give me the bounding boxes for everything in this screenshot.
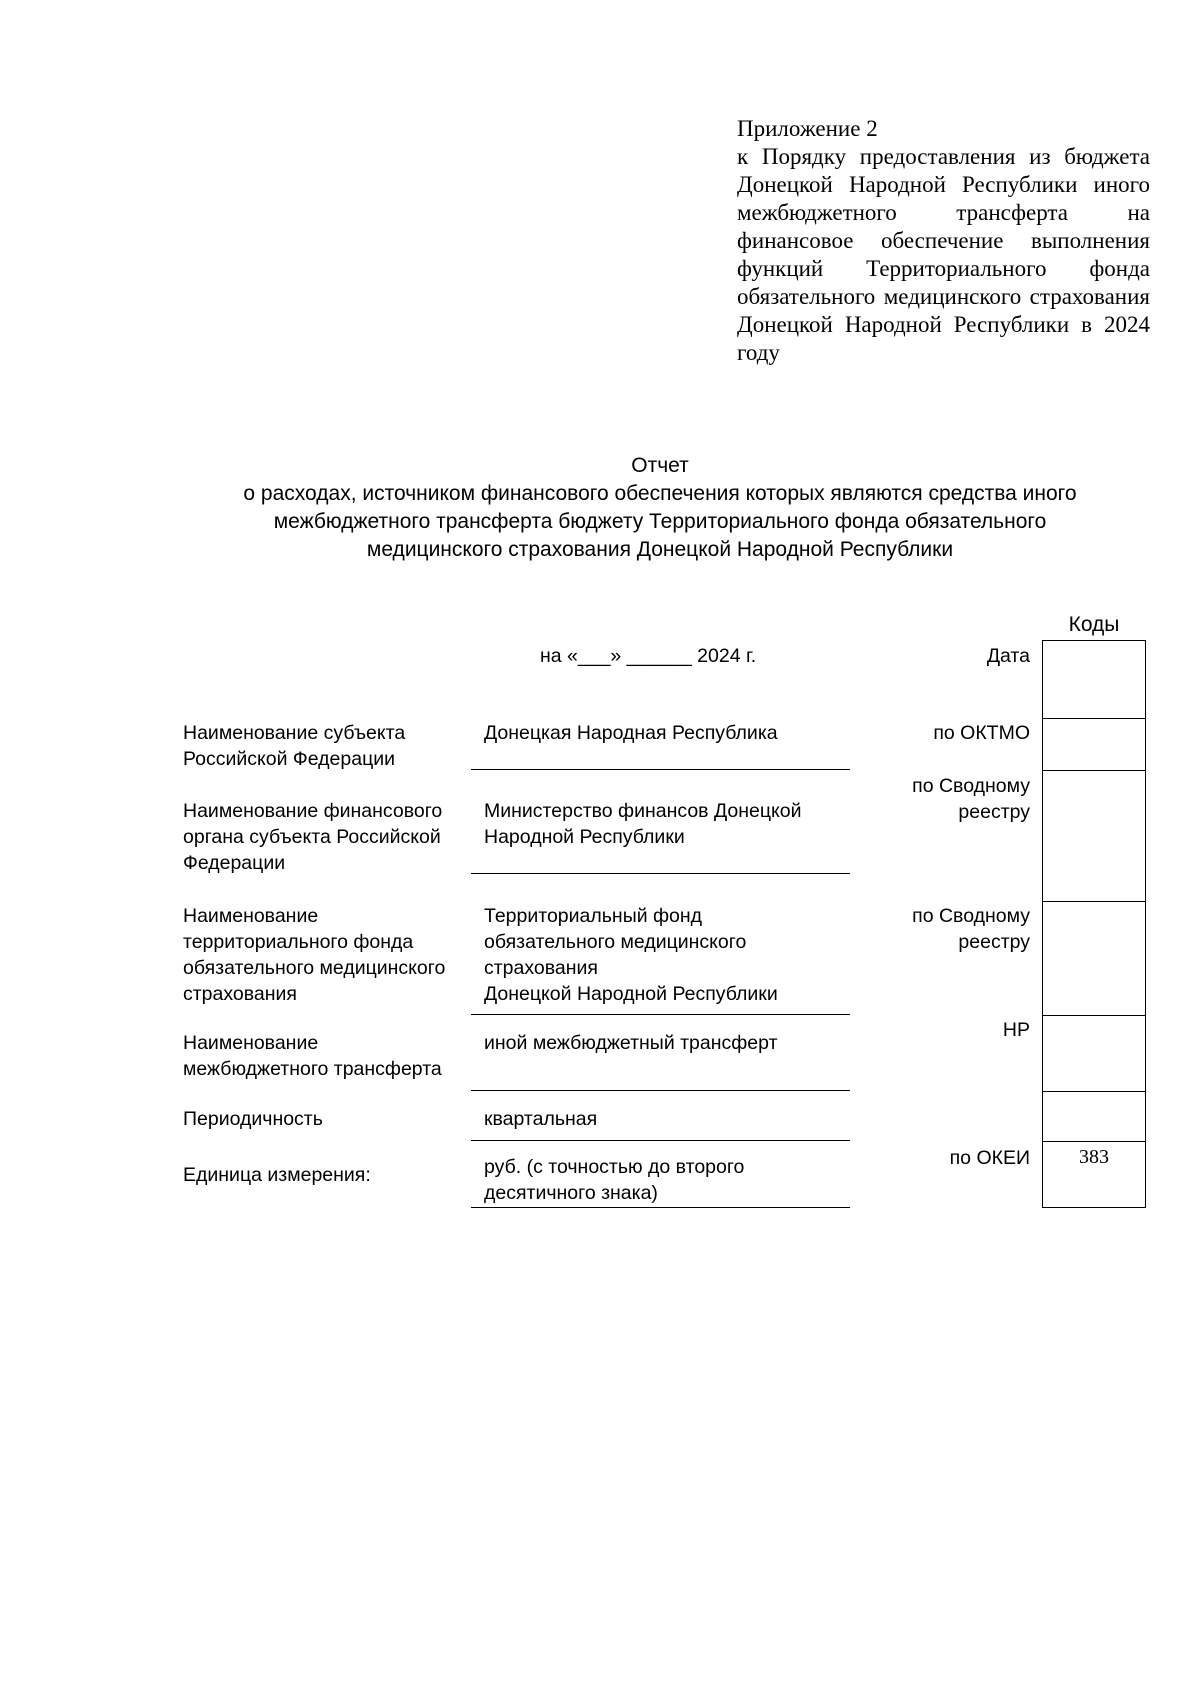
field-label-line: обязательного медицинского [183,957,446,979]
codes-divider [1043,770,1145,771]
field-underline [471,1207,850,1208]
field-label-territorial-fund [183,903,463,1007]
field-label-line: страхования [183,983,297,1005]
field-value-subject [484,720,854,746]
field-value-line: Народной Республики [484,826,685,848]
field-value-line: Донецкая Народная Республика [484,722,778,744]
field-value-periodicity [484,1106,854,1132]
code-label-date: Дата [986,645,1030,667]
report-subtitle-line-2: межбюджетного трансферта бюджету Территориального фонда обязательного [273,510,1047,533]
field-value-line: десятичного знака) [484,1182,658,1204]
field-value-unit [484,1154,854,1206]
field-underline [471,769,850,770]
field-value-line: руб. (с точностью до второго [484,1156,745,1178]
appendix-text: к Порядку предоставления из бюджета Донецкой Народной Республики иного межбюджетного трансферта на финансовое обеспечение выполнения функций Территориального фонда обязательного медицинского страхования Донецкой Народной Республики в 2024 году [737,144,1150,365]
field-label-line: Наименование финансового [183,800,443,822]
field-underline [471,1090,850,1091]
codes-divider [1043,1141,1145,1142]
field-label-unit [183,1162,463,1188]
codes-divider [1043,1091,1145,1092]
codes-divider [1043,1015,1145,1016]
field-value-line: обязательного медицинского [484,931,747,953]
field-label-transfer [183,1030,463,1082]
field-value-line: Территориальный фонд [484,905,703,927]
field-label-line: органа субъекта Российской [183,826,441,848]
field-value-line: страхования [484,957,598,979]
okei-code-value: 383 [1079,1146,1109,1168]
code-label-svod-2-line-2: реестру [958,931,1030,953]
field-label-line: межбюджетного трансферта [183,1058,442,1080]
codes-header: Коды [1068,613,1120,636]
report-date-line: на «___» ______ 2024 г. [540,645,757,667]
field-value-finance-body [484,798,854,850]
field-underline [471,873,850,874]
field-label-line: Российской Федерации [183,748,396,770]
codes-box [1042,640,1146,1208]
field-label-periodicity [183,1106,463,1132]
field-value-line: иной межбюджетный трансферт [484,1032,778,1054]
field-value-territorial-fund [484,903,854,1007]
report-title-block [130,452,1190,564]
field-label-finance-body [183,798,463,876]
field-value-transfer [484,1030,854,1056]
report-subtitle-line-3: медицинского страхования Донецкой Народной Республики [366,538,954,561]
code-label-np: НР [1002,1019,1030,1041]
code-label-svod-1-line-1: по Сводному [912,775,1030,797]
code-label-oktmo: по ОКТМО [933,722,1030,744]
field-value-line: квартальная [484,1108,598,1130]
code-label-svod-2 [912,903,1030,955]
appendix-title: Приложение 2 [737,116,878,141]
field-label-line: Единица измерения: [183,1164,371,1186]
codes-divider [1043,718,1145,719]
field-label-line: территориального фонда [183,931,414,953]
field-label-line: Наименование [183,905,319,927]
code-label-svod-1 [912,773,1030,825]
field-value-line: Министерство финансов Донецкой [484,800,802,822]
field-label-line: Федерации [183,852,286,874]
codes-divider [1043,901,1145,902]
code-label-svod-2-line-1: по Сводному [912,905,1030,927]
code-label-okei: по ОКЕИ [949,1147,1030,1169]
report-heading: Отчет [631,454,689,477]
field-label-line: Периодичность [183,1108,323,1130]
field-underline [471,1014,850,1015]
field-value-line: Донецкой Народной Республики [484,983,778,1005]
code-label-svod-1-line-2: реестру [958,801,1030,823]
report-subtitle-line-1: о расходах, источником финансового обеспечения которых являются средства иного [243,482,1077,505]
field-label-subject [183,720,463,772]
field-label-line: Наименование субъекта [183,722,406,744]
field-underline [471,1140,850,1141]
appendix-block [737,115,1150,367]
field-label-line: Наименование [183,1032,319,1054]
